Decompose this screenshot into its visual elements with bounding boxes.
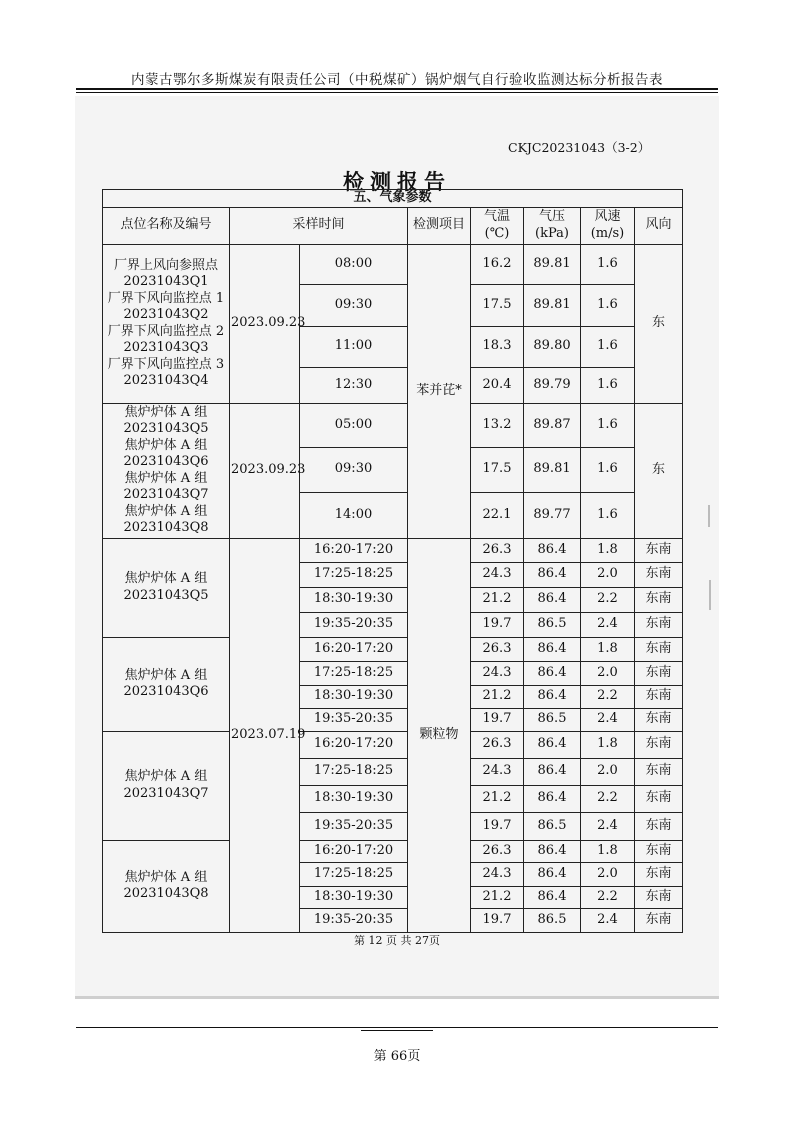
temp-cell: 22.1	[471, 492, 524, 538]
item-cell: 苯并芘*	[408, 244, 471, 538]
temp-cell: 19.7	[471, 812, 524, 840]
wind-speed-cell: 2.4	[581, 908, 635, 932]
temp-cell: 18.3	[471, 326, 524, 367]
scan-mark	[708, 505, 710, 527]
pressure-cell: 86.4	[524, 661, 581, 685]
pressure-cell: 89.87	[524, 403, 581, 447]
pressure-cell: 89.81	[524, 447, 581, 492]
table-row	[103, 403, 683, 447]
temp-cell: 26.3	[471, 538, 524, 562]
point-label-line: 焦炉炉体 A 组	[124, 404, 208, 420]
col-header-pressure: 气压 (kPa)	[524, 207, 581, 244]
wind-dir-cell: 东南	[635, 908, 683, 932]
temp-cell: 26.3	[471, 731, 524, 758]
time-cell: 14:00	[300, 492, 408, 538]
pressure-cell: 86.4	[524, 886, 581, 908]
wind-speed-cell: 1.6	[581, 367, 635, 403]
wind-dir-cell: 东南	[635, 587, 683, 612]
point-code: 20231043Q7	[123, 785, 209, 801]
report-title: 检测报告	[343, 169, 451, 194]
wind-speed-cell: 2.2	[581, 587, 635, 612]
point-name: 焦炉炉体 A 组	[124, 571, 208, 586]
temp-cell: 16.2	[471, 244, 524, 284]
time-cell: 19:35-20:35	[300, 812, 408, 840]
wind-dir-cell: 东南	[635, 785, 683, 812]
table-row	[103, 731, 683, 758]
wind-speed-cell: 2.0	[581, 661, 635, 685]
time-cell: 16:20-17:20	[300, 731, 408, 758]
wind-speed-cell: 2.0	[581, 862, 635, 886]
point-label-line: 厂界上风向参照点	[113, 257, 218, 273]
footer-rule-short	[361, 1030, 433, 1031]
wind-speed-cell: 1.8	[581, 840, 635, 862]
point-code: 20231043Q8	[123, 886, 209, 901]
temp-cell: 21.2	[471, 587, 524, 612]
pressure-cell: 89.79	[524, 367, 581, 403]
col-header-wind-speed: 风速 (m/s)	[581, 207, 635, 244]
wind-dir-cell: 东南	[635, 731, 683, 758]
point-label-line: 20231043Q7	[123, 487, 209, 502]
temp-cell: 26.3	[471, 637, 524, 661]
pressure-cell: 86.4	[524, 637, 581, 661]
wind-speed-cell: 1.6	[581, 284, 635, 326]
pressure-cell: 89.81	[524, 244, 581, 284]
wind-speed-cell: 1.6	[581, 326, 635, 367]
temp-cell: 24.3	[471, 661, 524, 685]
point-label-line: 焦炉炉体 A 组	[124, 470, 208, 486]
pressure-cell: 86.5	[524, 708, 581, 731]
wind-dir-cell: 东南	[635, 708, 683, 731]
time-cell: 18:30-19:30	[300, 587, 408, 612]
wind-dir-cell: 东南	[635, 812, 683, 840]
time-cell: 18:30-19:30	[300, 886, 408, 908]
document-number: CKJC20231043（3-2）	[508, 140, 651, 155]
time-cell: 16:20-17:20	[300, 637, 408, 661]
table-row	[103, 244, 683, 284]
time-cell: 05:00	[300, 403, 408, 447]
pressure-cell: 86.4	[524, 758, 581, 785]
time-cell: 17:25-18:25	[300, 758, 408, 785]
page-number: 第 66页	[373, 1049, 421, 1064]
wind-speed-cell: 2.0	[581, 562, 635, 587]
wind-speed-cell: 1.8	[581, 637, 635, 661]
wind-dir-cell: 东南	[635, 612, 683, 637]
pressure-cell: 86.4	[524, 785, 581, 812]
time-cell: 19:35-20:35	[300, 708, 408, 731]
temp-cell: 24.3	[471, 758, 524, 785]
date-cell: 2023.09.23	[230, 403, 300, 538]
time-cell: 19:35-20:35	[300, 908, 408, 932]
pressure-cell: 86.4	[524, 731, 581, 758]
wind-dir-cell: 东南	[635, 562, 683, 587]
pressure-cell: 86.5	[524, 812, 581, 840]
point-label-line: 焦炉炉体 A 组	[124, 437, 208, 453]
point-cell	[103, 538, 230, 637]
page-header-title: 内蒙古鄂尔多斯煤炭有限责任公司（中税煤矿）锅炉烟气自行验收监测达标分析报告表	[131, 72, 663, 88]
date-cell: 2023.07.19	[230, 538, 300, 932]
temp-cell: 21.2	[471, 886, 524, 908]
point-label-line: 20231043Q6	[123, 454, 209, 469]
temp-cell: 26.3	[471, 840, 524, 862]
wind-speed-cell: 2.2	[581, 886, 635, 908]
pressure-cell: 86.4	[524, 562, 581, 587]
time-cell: 09:30	[300, 284, 408, 326]
point-name: 焦炉炉体 A 组	[124, 667, 208, 683]
wind-speed-cell: 2.2	[581, 685, 635, 708]
pressure-cell: 86.4	[524, 862, 581, 886]
scan-edge	[75, 996, 719, 999]
pressure-cell: 89.80	[524, 326, 581, 367]
point-cell	[103, 403, 230, 538]
point-label-line: 厂界下风向监控点 2	[107, 323, 225, 339]
pressure-cell: 89.77	[524, 492, 581, 538]
wind-speed-cell: 1.8	[581, 538, 635, 562]
pressure-cell: 86.5	[524, 908, 581, 932]
wind-dir-cell: 东	[635, 403, 683, 538]
table-row	[103, 538, 683, 562]
point-cell	[103, 840, 230, 932]
temp-cell: 19.7	[471, 908, 524, 932]
col-header-point: 点位名称及编号	[103, 207, 230, 244]
wind-speed-cell: 2.4	[581, 612, 635, 637]
time-cell: 12:30	[300, 367, 408, 403]
wind-speed-cell: 1.6	[581, 492, 635, 538]
time-cell: 17:25-18:25	[300, 562, 408, 587]
time-cell: 19:35-20:35	[300, 612, 408, 637]
point-label-line: 20231043Q5	[123, 421, 209, 436]
point-code: 20231043Q5	[123, 587, 209, 603]
wind-dir-cell: 东南	[635, 637, 683, 661]
wind-speed-cell: 1.6	[581, 447, 635, 492]
wind-speed-cell: 2.2	[581, 785, 635, 812]
time-cell: 08:00	[300, 244, 408, 284]
wind-dir-cell: 东南	[635, 685, 683, 708]
table-row	[103, 840, 683, 862]
wind-dir-cell: 东南	[635, 758, 683, 785]
time-cell: 17:25-18:25	[300, 661, 408, 685]
point-code: 20231043Q6	[123, 684, 209, 699]
point-cell	[103, 637, 230, 731]
time-cell: 17:25-18:25	[300, 862, 408, 886]
pressure-cell: 86.4	[524, 587, 581, 612]
point-cell	[103, 244, 230, 403]
pressure-cell: 86.4	[524, 840, 581, 862]
wind-speed-cell: 1.6	[581, 403, 635, 447]
temp-cell: 19.7	[471, 612, 524, 637]
point-name: 焦炉炉体 A 组	[124, 769, 208, 784]
item-cell: 颗粒物	[408, 538, 471, 932]
wind-dir-cell: 东南	[635, 886, 683, 908]
section-title: 五、气象参数	[103, 190, 683, 208]
pressure-cell: 86.4	[524, 538, 581, 562]
wind-dir-cell: 东南	[635, 661, 683, 685]
point-cell	[103, 731, 230, 840]
weather-parameter-table	[102, 189, 683, 933]
wind-dir-cell: 东	[635, 244, 683, 403]
header-rule-thin	[76, 92, 718, 93]
temp-cell: 17.5	[471, 284, 524, 326]
pressure-cell: 86.4	[524, 685, 581, 708]
point-label-line: 20231043Q3	[123, 340, 209, 355]
wind-speed-cell: 2.4	[581, 708, 635, 731]
temp-cell: 13.2	[471, 403, 524, 447]
report-page-count: 第 12 页 共 27页	[354, 934, 440, 947]
point-name: 焦炉炉体 A 组	[124, 869, 208, 885]
time-cell: 16:20-17:20	[300, 840, 408, 862]
pressure-cell: 86.5	[524, 612, 581, 637]
point-label-line: 20231043Q2	[123, 307, 209, 322]
col-header-temp: 气温 (℃)	[471, 207, 524, 244]
wind-speed-cell: 1.8	[581, 731, 635, 758]
point-label-line: 焦炉炉体 A 组	[124, 503, 208, 519]
time-cell: 18:30-19:30	[300, 785, 408, 812]
point-label-line: 20231043Q4	[123, 373, 209, 388]
wind-dir-cell: 东南	[635, 862, 683, 886]
col-header-item: 检测项目	[408, 207, 471, 244]
time-cell: 18:30-19:30	[300, 685, 408, 708]
wind-speed-cell: 2.0	[581, 758, 635, 785]
temp-cell: 20.4	[471, 367, 524, 403]
point-label-line: 厂界下风向监控点 1	[107, 290, 225, 306]
col-header-time: 采样时间	[230, 207, 408, 244]
temp-cell: 21.2	[471, 685, 524, 708]
temp-cell: 24.3	[471, 562, 524, 587]
footer-rule	[76, 1027, 718, 1028]
temp-cell: 21.2	[471, 785, 524, 812]
point-label-line: 厂界下风向监控点 3	[107, 356, 225, 372]
scan-mark	[709, 580, 711, 610]
time-cell: 16:20-17:20	[300, 538, 408, 562]
temp-cell: 17.5	[471, 447, 524, 492]
wind-dir-cell: 东南	[635, 538, 683, 562]
point-label-line: 20231043Q8	[123, 520, 209, 535]
wind-speed-cell: 1.6	[581, 244, 635, 284]
point-label-line: 20231043Q1	[123, 274, 209, 289]
time-cell: 11:00	[300, 326, 408, 367]
header-rule	[76, 88, 718, 90]
date-cell: 2023.09.23	[230, 244, 300, 403]
wind-speed-cell: 2.4	[581, 812, 635, 840]
time-cell: 09:30	[300, 447, 408, 492]
wind-dir-cell: 东南	[635, 840, 683, 862]
temp-cell: 24.3	[471, 862, 524, 886]
col-header-wind-dir: 风向	[635, 207, 683, 244]
table-row	[103, 637, 683, 661]
pressure-cell: 89.81	[524, 284, 581, 326]
temp-cell: 19.7	[471, 708, 524, 731]
